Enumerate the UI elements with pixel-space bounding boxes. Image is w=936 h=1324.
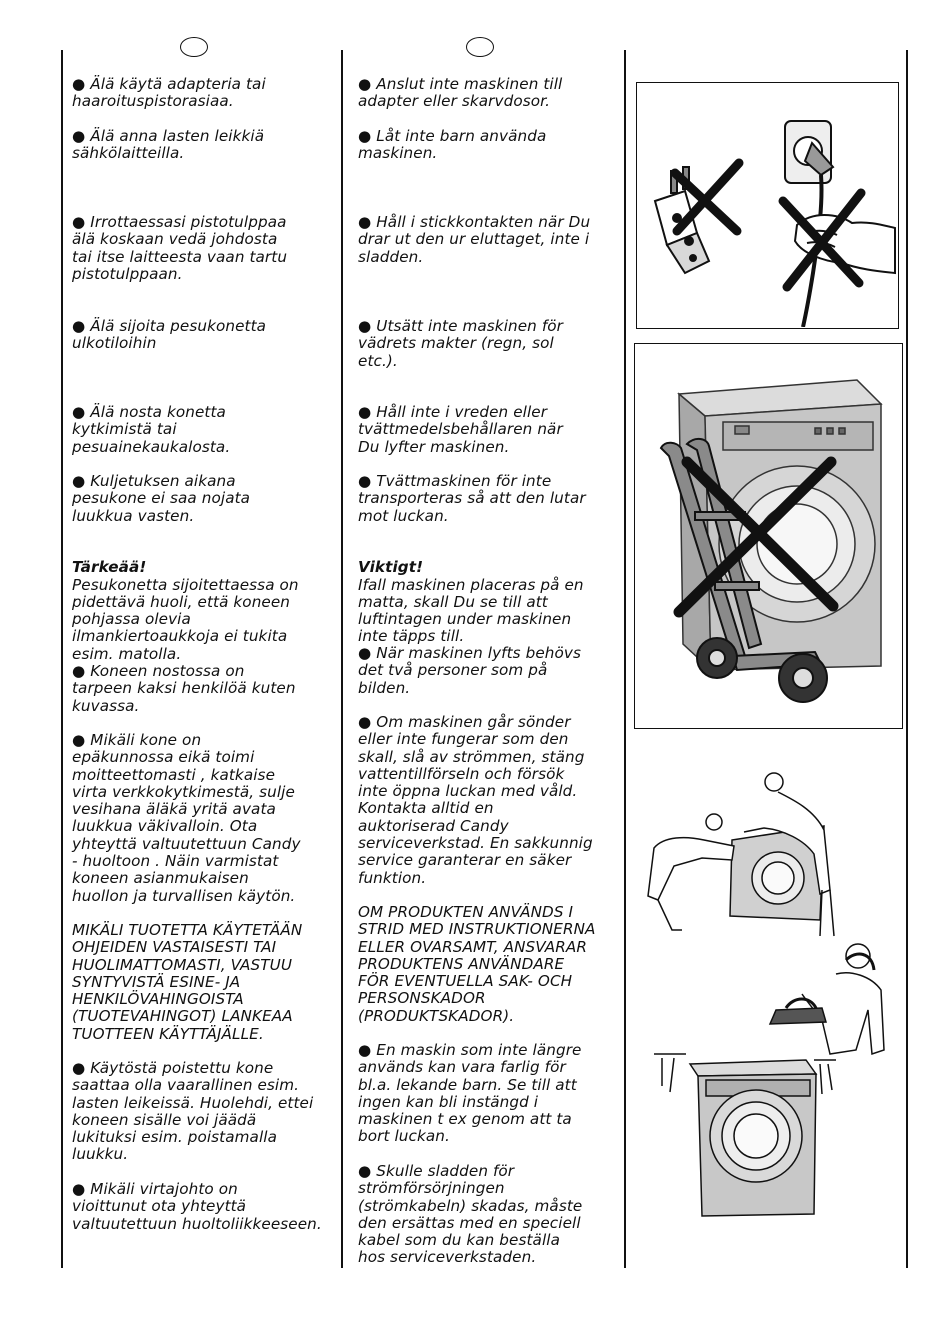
sv-item-liability: OM PRODUKTEN ANVÄNDS I STRID MED INSTRUKTIONERNA ELLER OVARSAMT, ANSVARAR PRODUKTENS ANVÄNDARE FÖR EVENTUELLA SAK- OCH PERSONSKADOR (PRODUKTSKADOR).	[358, 903, 596, 1025]
left-column-rule	[61, 50, 63, 1268]
fi-item-two-persons: ● Koneen nostossa on tarpeen kaksi henkilöä kuten kuvassa.	[72, 663, 347, 715]
sv-item-important	[358, 542, 633, 646]
sv-item-plug: ● Håll i stickkontakten när Du drar ut den ur eluttaget, inte i sladden.	[358, 214, 633, 266]
fi-item-important	[72, 542, 347, 663]
sv-important-heading: Viktigt!	[358, 558, 424, 577]
wall-socket-icon	[785, 121, 833, 183]
person-on-phone-icon	[802, 944, 884, 1054]
sv-item-two-persons: ● När maskinen lyfts behövs det två personer som på bilden.	[358, 645, 633, 697]
service-call-illustration	[646, 930, 906, 1220]
fi-item-plug: ● Irrottaessasi pistotulppaa älä koskaan vedä johdosta tai itse laitteesta vaan tartu pistotulppaan.	[72, 214, 347, 283]
fi-item-children: ● Älä anna lasten leikkiä sähkölaitteilla.	[72, 128, 347, 163]
fi-item-power-cord: ● Mikäli virtajohto on vioittunut ota yhteyttä valtuutettuun huoltoliikkeeseen.	[72, 1181, 347, 1233]
right-column-rule-2	[906, 50, 908, 1268]
fi-important-text: Pesukonetta sijoitettaessa on pidettävä huoli, että koneen pohjassa olevia ilmankiertoaukkoja ei tukita esim. matolla.	[72, 575, 299, 663]
washing-machine-icon	[690, 1060, 816, 1216]
person-lifting-left-icon	[648, 814, 734, 930]
hand-truck-illustration	[635, 344, 901, 727]
adapter-and-cord-illustration	[637, 83, 897, 327]
finnish-language-marker	[180, 37, 208, 57]
sv-item-transport: ● Tvättmaskinen för inte transporteras så att den lutar mot luckan.	[358, 473, 633, 525]
fi-item-liability: MIKÄLI TUOTETTA KÄYTETÄÄN OHJEIDEN VASTAISESTI TAI HUOLIMATTOMASTI, VASTUU SYNTYVISTÄ ESINE- JA HENKILÖVAHINGOISTA (TUOTEVAHINGOT) LANKEAA TUOTTEEN KÄYTTÄJÄLLE.	[72, 921, 303, 1043]
illustration-hand-truck-frame	[634, 343, 903, 729]
sv-item-malfunction: ● Om maskinen går sönder eller inte fungerar som den skall, slå av strömmen, stäng vattentillförseln och försök inte öppna luckan med våld. Kontakta alltid en auktoriserad Candy serviceverkstad. En sakkunnig service garanterar en säker funktion.	[358, 714, 633, 887]
swedish-language-marker	[466, 37, 494, 57]
fi-important-heading: Tärkeää!	[72, 558, 147, 577]
sv-important-text: Ifall maskinen placeras på en matta, skall Du se till att luftintagen under maskinen inte täpps till.	[358, 575, 584, 646]
washing-machine-icon	[679, 380, 881, 670]
fi-item-disposal: ● Käytöstä poistettu kone saattaa olla vaarallinen esim. lasten leikeissä. Huolehdi, ettei koneen sisälle voi jäädä lukituksi esim. poistamalla luukku.	[72, 1060, 347, 1164]
fi-item-outdoors: ● Älä sijoita pesukonetta ulkotiloihin	[72, 318, 347, 353]
door-lines-right	[814, 1060, 836, 1094]
illustration-adapter-cord-frame	[636, 82, 899, 329]
two-persons-lifting-illustration	[644, 770, 864, 940]
sv-item-adapter: ● Anslut inte maskinen till adapter eller skarvdosor.	[358, 76, 633, 111]
door-lines-left	[654, 1054, 686, 1092]
sv-item-weather: ● Utsätt inte maskinen för vädrets makter (regn, sol etc.).	[358, 318, 633, 370]
sv-item-power-cord: ● Skulle sladden för strömförsörjningen (strömkabeln) skadas, måste den ersättas med en speciell kabel som du kan beställa hos serviceverkstaden.	[358, 1163, 633, 1267]
fi-item-adapter: ● Älä käytä adapteria tai haaroituspistorasiaa.	[72, 76, 347, 111]
sv-item-children: ● Låt inte barn använda maskinen.	[358, 128, 633, 163]
fi-item-transport: ● Kuljetuksen aikana pesukone ei saa nojata luukkua vasten.	[72, 473, 347, 525]
fi-item-lifting: ● Älä nosta konetta kytkimistä tai pesuainekaukalosta.	[72, 404, 347, 456]
sv-item-disposal: ● En maskin som inte längre används kan vara farlig för bl.a. lekande barn. Se till att ingen kan bli instängd i maskinen t ex genom att ta bort luckan.	[358, 1042, 633, 1146]
sv-item-lifting: ● Håll inte i vreden eller tvättmedelsbehållaren när Du lyfter maskinen.	[358, 404, 633, 456]
fi-item-malfunction: ● Mikäli kone on epäkunnossa eikä toimi moitteettomasti , katkaise virta verkkokytkimestä, sulje vesihana äläkä yritä avata luukkua väkivalloin. Ota yhteyttä valtuutettuun Candy - huoltoon . Näin varmistat koneen asianmukaisen huollon ja turvallisen käytön.	[72, 732, 347, 905]
